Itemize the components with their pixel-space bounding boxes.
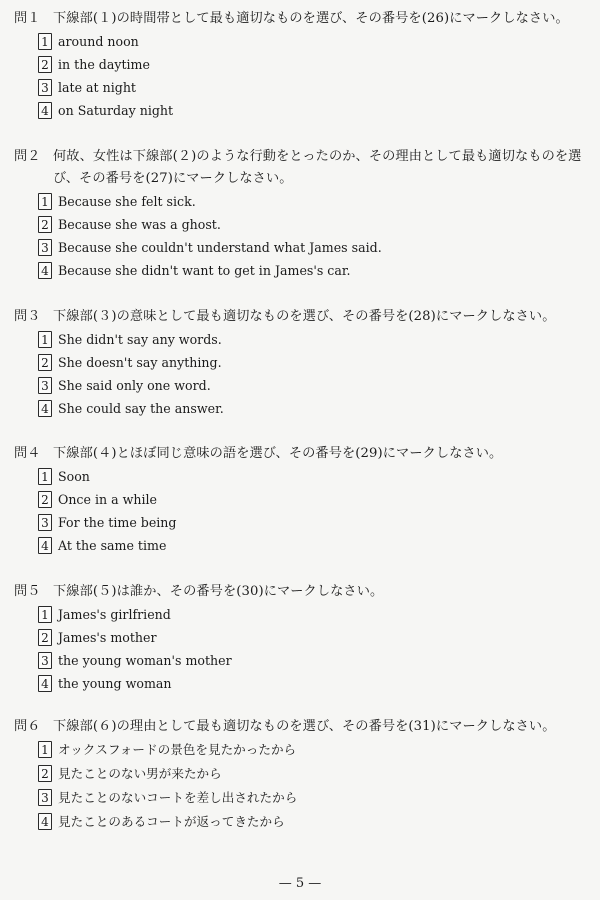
option-4 — [14, 672, 589, 695]
question-3 — [14, 306, 589, 420]
question-prompt — [14, 443, 589, 465]
option-number-box: 3 — [38, 514, 52, 531]
question-number: 問４ — [14, 446, 41, 461]
option-text: オックスフォードの景色を見たかったから — [58, 742, 297, 757]
option-number-box: 2 — [38, 629, 52, 646]
option-text: James's mother — [58, 630, 157, 645]
option-4 — [14, 397, 589, 420]
option-number-box: 2 — [38, 56, 52, 73]
question-number: 問２ — [14, 149, 41, 164]
question-text: 何故、女性は下線部(２)のような行動をとったのか、その理由として最も適切なものを選び、その番号を(27)にマークしなさい。 — [53, 149, 582, 186]
option-3 — [14, 374, 589, 397]
option-3 — [14, 511, 589, 534]
option-text: Once in a while — [58, 492, 157, 507]
option-text: She didn't say any words. — [58, 332, 222, 347]
option-number-box: 3 — [38, 79, 52, 96]
question-number: 問５ — [14, 584, 41, 599]
option-2 — [14, 53, 589, 76]
option-number-box: 2 — [38, 491, 52, 508]
option-text: the young woman — [58, 676, 172, 691]
option-number-box: 3 — [38, 377, 52, 394]
option-number-box: 2 — [38, 216, 52, 233]
option-number-box: 4 — [38, 102, 52, 119]
question-text: 下線部(６)の理由として最も適切なものを選び、その番号を(31)にマークしなさい。 — [53, 719, 556, 734]
question-prompt — [14, 581, 589, 603]
option-2 — [14, 351, 589, 374]
question-1 — [14, 8, 589, 122]
question-text: 下線部(１)の時間帯として最も適切なものを選び、その番号を(26)にマークしなさい。 — [53, 11, 569, 26]
option-2 — [14, 762, 589, 786]
question-text: 下線部(４)とほぼ同じ意味の語を選び、その番号を(29)にマークしなさい。 — [53, 446, 503, 461]
option-3 — [14, 76, 589, 99]
option-text: Soon — [58, 469, 90, 484]
option-text: She said only one word. — [58, 378, 211, 393]
option-4 — [14, 99, 589, 122]
option-text: the young woman's mother — [58, 653, 232, 668]
option-number-box: 1 — [38, 33, 52, 50]
option-text: Because she couldn't understand what James said. — [58, 240, 382, 255]
question-text: 下線部(３)の意味として最も適切なものを選び、その番号を(28)にマークしなさい。 — [53, 309, 556, 324]
option-number-box: 1 — [38, 606, 52, 623]
option-text: 見たことのないコートを差し出されたから — [58, 790, 298, 805]
option-text: She could say the answer. — [58, 401, 224, 416]
option-number-box: 2 — [38, 765, 52, 782]
question-prompt — [14, 306, 589, 328]
option-4 — [14, 534, 589, 557]
option-text: around noon — [58, 34, 139, 49]
option-number-box: 1 — [38, 741, 52, 758]
option-4 — [14, 810, 589, 834]
option-1 — [14, 30, 589, 53]
option-number-box: 3 — [38, 789, 52, 806]
option-number-box: 1 — [38, 468, 52, 485]
question-2 — [14, 146, 589, 282]
option-text: in the daytime — [58, 57, 150, 72]
option-text: For the time being — [58, 515, 177, 530]
option-3 — [14, 236, 589, 259]
question-4 — [14, 443, 589, 557]
question-number: 問１ — [14, 11, 41, 26]
option-1 — [14, 465, 589, 488]
option-number-box: 1 — [38, 331, 52, 348]
question-6 — [14, 716, 589, 834]
page-number: — 5 — — [278, 876, 322, 891]
option-number-box: 4 — [38, 537, 52, 554]
option-text: late at night — [58, 80, 136, 95]
option-number-box: 4 — [38, 400, 52, 417]
option-number-box: 3 — [38, 239, 52, 256]
option-2 — [14, 626, 589, 649]
option-text: 見たことのあるコートが返ってきたから — [58, 814, 285, 829]
question-number: 問６ — [14, 719, 41, 734]
option-3 — [14, 649, 589, 672]
option-text: Because she felt sick. — [58, 194, 196, 209]
option-number-box: 2 — [38, 354, 52, 371]
question-5 — [14, 581, 589, 695]
option-text: She doesn't say anything. — [58, 355, 222, 370]
question-text: 下線部(５)は誰か、その番号を(30)にマークしなさい。 — [53, 584, 384, 599]
option-text: Because she didn't want to get in James's car. — [58, 263, 351, 278]
option-1 — [14, 190, 589, 213]
option-text: on Saturday night — [58, 103, 174, 118]
option-1 — [14, 328, 589, 351]
option-3 — [14, 786, 589, 810]
option-number-box: 3 — [38, 652, 52, 669]
option-4 — [14, 259, 589, 282]
question-prompt — [14, 8, 589, 30]
option-text: 見たことのない男が来たから — [58, 766, 222, 781]
question-number: 問３ — [14, 309, 41, 324]
question-prompt — [14, 146, 589, 190]
option-text: James's girlfriend — [58, 607, 171, 622]
option-2 — [14, 488, 589, 511]
option-number-box: 1 — [38, 193, 52, 210]
option-1 — [14, 738, 589, 762]
question-prompt — [14, 716, 589, 738]
option-number-box: 4 — [38, 813, 52, 830]
option-text: At the same time — [58, 538, 167, 553]
option-2 — [14, 213, 589, 236]
option-1 — [14, 603, 589, 626]
option-text: Because she was a ghost. — [58, 217, 221, 232]
option-number-box: 4 — [38, 262, 52, 279]
option-number-box: 4 — [38, 675, 52, 692]
